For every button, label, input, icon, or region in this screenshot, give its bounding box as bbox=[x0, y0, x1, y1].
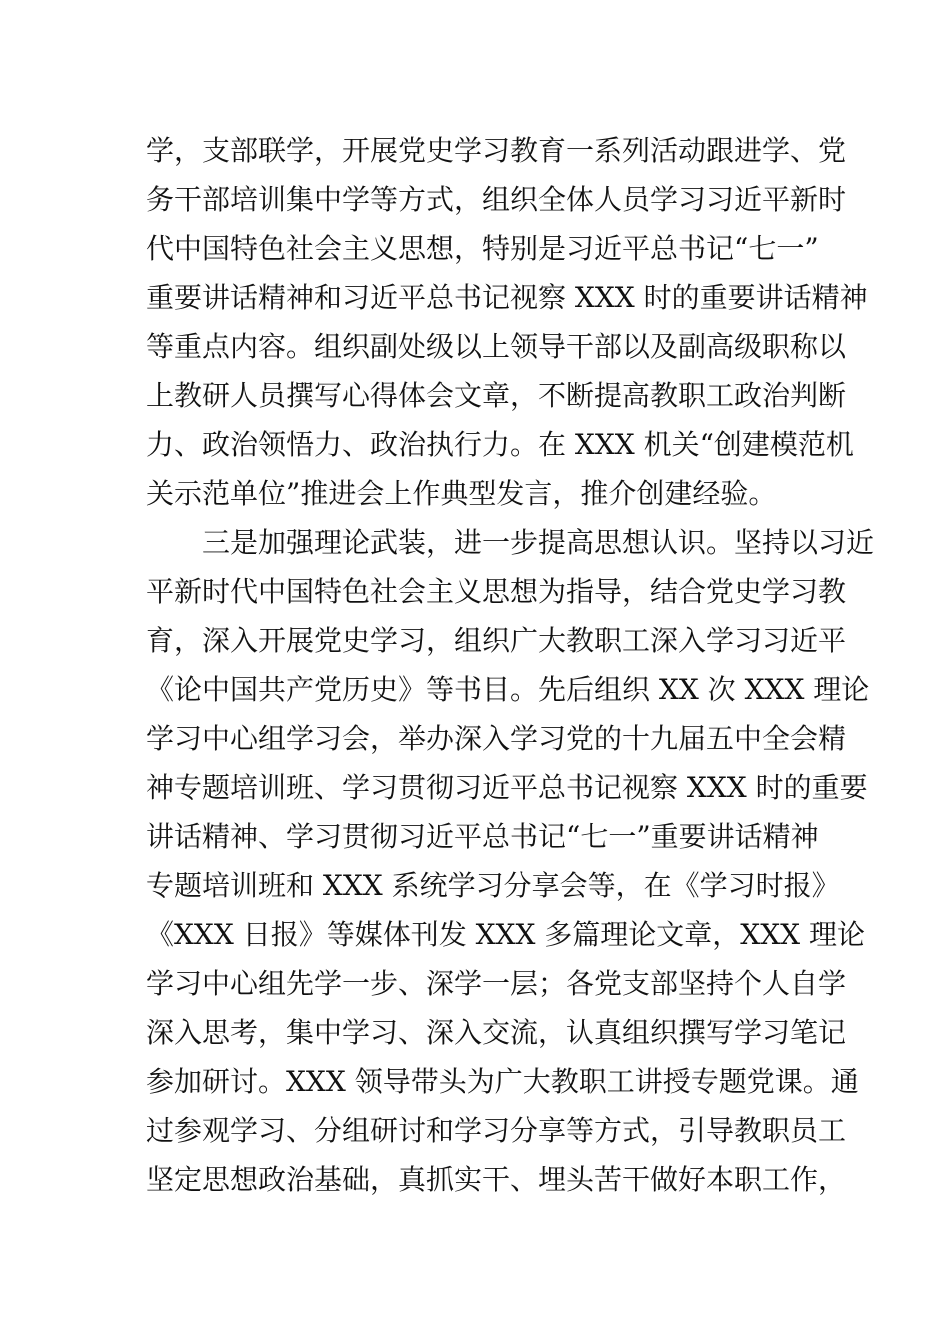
text-line: 上教研人员撰写心得体会文章，不断提高教职工政治判断 bbox=[146, 379, 847, 412]
text-line: 关示范单位”推进会上作典型发言，推介创建经验。 bbox=[146, 477, 777, 510]
text-line: 务干部培训集中学等方式，组织全体人员学习习近平新时 bbox=[146, 183, 847, 216]
text-line: 专题培训班和 XXX 系统学习分享会等，在《学习时报》 bbox=[146, 869, 840, 902]
text-line: 代中国特色社会主义思想，特别是习近平总书记“七一” bbox=[146, 232, 819, 265]
text-line: 三是加强理论武装，进一步提高思想认识。坚持以习近 bbox=[146, 526, 875, 559]
body-text bbox=[146, 126, 875, 1204]
text-line: 重要讲话精神和习近平总书记视察 XXX 时的重要讲话精神 bbox=[146, 281, 868, 314]
text-line: 学习中心组学习会，举办深入学习党的十九届五中全会精 bbox=[146, 722, 847, 755]
text-line: 深入思考，集中学习、深入交流，认真组织撰写学习笔记 bbox=[146, 1016, 847, 1049]
text-line: 神专题培训班、学习贯彻习近平总书记视察 XXX 时的重要 bbox=[146, 771, 868, 804]
text-line: 《论中国共产党历史》等书目。先后组织 XX 次 XXX 理论 bbox=[146, 673, 870, 706]
text-line: 学，支部联学，开展党史学习教育一系列活动跟进学、党 bbox=[146, 134, 847, 167]
text-line: 育，深入开展党史学习，组织广大教职工深入学习习近平 bbox=[146, 624, 847, 657]
text-line: 力、政治领悟力、政治执行力。在 XXX 机关“创建模范机 bbox=[146, 428, 854, 461]
text-line: 平新时代中国特色社会主义思想为指导，结合党史学习教 bbox=[146, 575, 847, 608]
text-line: 讲话精神、学习贯彻习近平总书记“七一”重要讲话精神 bbox=[146, 820, 819, 853]
text-line: 《XXX 日报》等媒体刊发 XXX 多篇理论文章，XXX 理论 bbox=[146, 918, 866, 951]
text-line: 学习中心组先学一步、深学一层；各党支部坚持个人自学 bbox=[146, 967, 847, 1000]
text-line: 坚定思想政治基础，真抓实干、埋头苦干做好本职工作， bbox=[146, 1163, 847, 1196]
text-line: 等重点内容。组织副处级以上领导干部以及副高级职称以 bbox=[146, 330, 847, 363]
text-line: 过参观学习、分组研讨和学习分享等方式，引导教职员工 bbox=[146, 1114, 847, 1147]
text-line: 参加研讨。XXX 领导带头为广大教职工讲授专题党课。通 bbox=[146, 1065, 859, 1098]
